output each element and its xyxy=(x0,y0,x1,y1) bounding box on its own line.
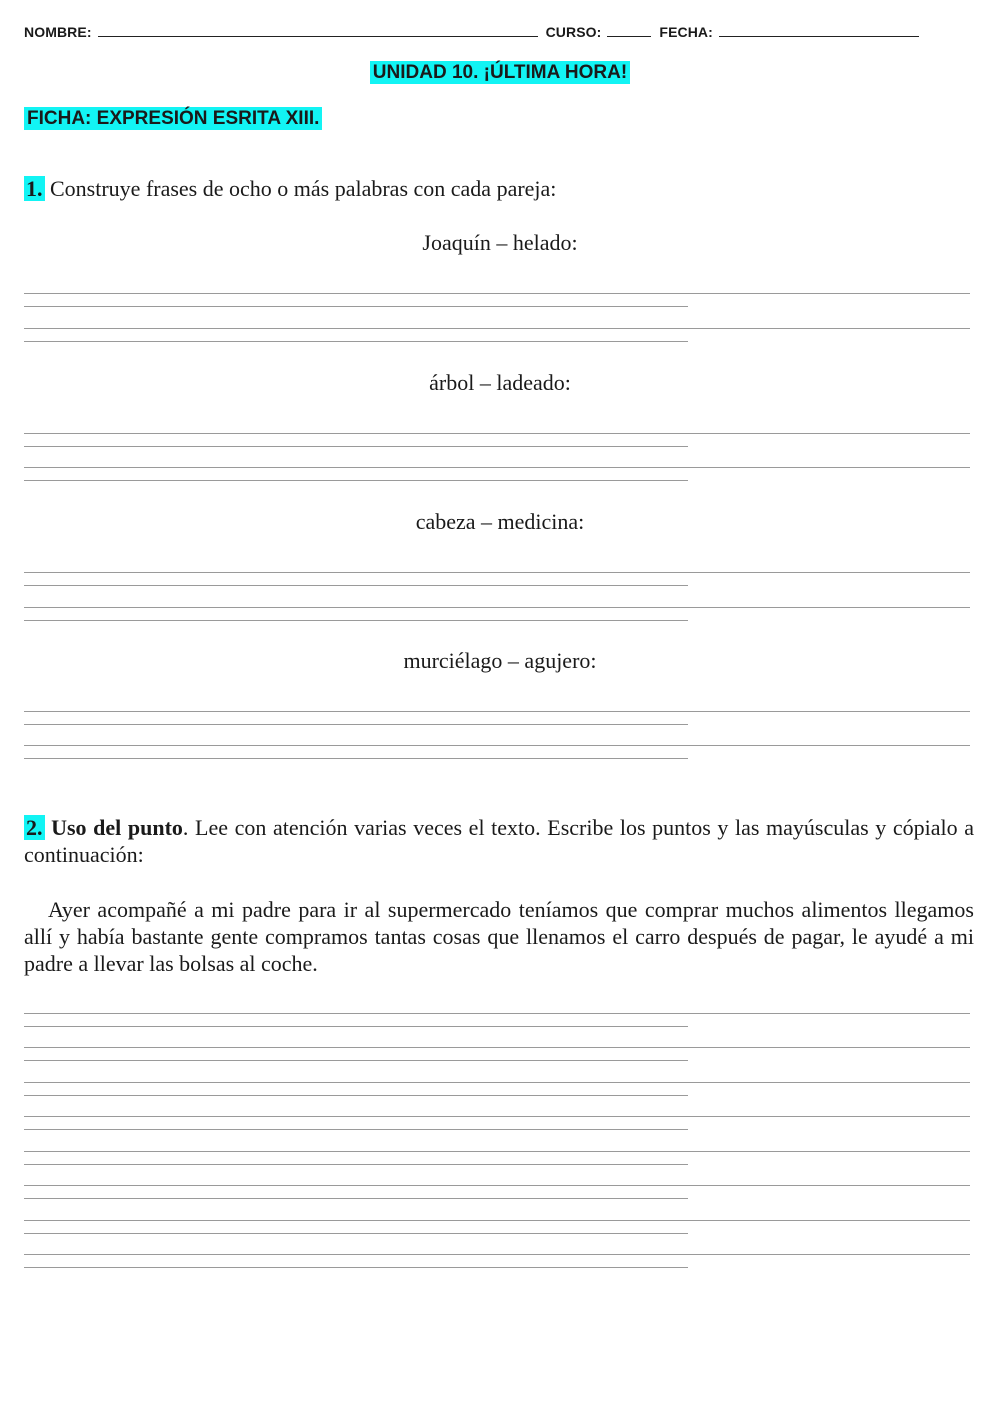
course-field[interactable] xyxy=(607,24,651,37)
writing-line[interactable] xyxy=(24,1254,970,1255)
question-2-number: 2. xyxy=(26,815,43,840)
question-1 xyxy=(24,176,556,202)
word-pair-3: cabeza – medicina: xyxy=(415,509,585,534)
writing-line[interactable] xyxy=(24,1047,970,1048)
writing-line[interactable] xyxy=(24,1116,970,1117)
word-pair-2: árbol – ladeado: xyxy=(429,370,571,395)
date-label: FECHA: xyxy=(659,24,713,40)
writing-line[interactable] xyxy=(24,1164,688,1165)
writing-line[interactable] xyxy=(24,1198,688,1199)
writing-line[interactable] xyxy=(24,341,688,342)
question-1-instruction: Construye frases de ocho o más palabras con cada pareja: xyxy=(44,176,557,201)
writing-line[interactable] xyxy=(24,1095,688,1096)
writing-line[interactable] xyxy=(24,1233,688,1234)
course-label: CURSO: xyxy=(545,24,602,40)
writing-line[interactable] xyxy=(24,328,970,329)
writing-line[interactable] xyxy=(24,433,970,434)
writing-line[interactable] xyxy=(24,572,970,573)
word-pair-1: Joaquín – helado: xyxy=(422,230,578,255)
question-1-number: 1. xyxy=(26,176,43,201)
writing-line[interactable] xyxy=(24,446,688,447)
writing-line[interactable] xyxy=(24,293,970,294)
writing-line[interactable] xyxy=(24,1026,688,1027)
writing-line[interactable] xyxy=(24,1267,688,1268)
question-2-topic: Uso del punto xyxy=(44,815,183,840)
writing-line[interactable] xyxy=(24,724,688,725)
writing-line[interactable] xyxy=(24,306,688,307)
date-field[interactable] xyxy=(719,24,919,37)
writing-line[interactable] xyxy=(24,467,970,468)
writing-line[interactable] xyxy=(24,1220,970,1221)
student-info-header xyxy=(24,24,944,40)
writing-line[interactable] xyxy=(24,480,688,481)
name-label: NOMBRE: xyxy=(24,24,92,40)
unit-title-wrap xyxy=(0,62,1000,84)
passage-text: Ayer acompañé a mi padre para ir al supermercado teníamos que comprar muchos alimentos llegamos allí y había bastante gente compramos tantas cosas que llenamos el carro después de pagar, le ayudé a mi padre a llevar las bolsas al coche. xyxy=(24,897,974,976)
unit-title: UNIDAD 10. ¡ÚLTIMA HORA! xyxy=(370,61,630,84)
writing-line[interactable] xyxy=(24,620,688,621)
writing-line[interactable] xyxy=(24,745,970,746)
name-field[interactable] xyxy=(98,24,538,37)
writing-line[interactable] xyxy=(24,585,688,586)
question-2-instruction: . Lee con atención varias veces el texto. Escribe los puntos y las mayúsculas y cópialo a continuación: xyxy=(24,815,975,867)
writing-line[interactable] xyxy=(24,1151,970,1152)
writing-line[interactable] xyxy=(24,1013,970,1014)
sheet-title: FICHA: EXPRESIÓN ESRITA XIII. xyxy=(24,107,322,130)
writing-line[interactable] xyxy=(24,1185,970,1186)
writing-line[interactable] xyxy=(24,1129,688,1130)
word-pair-4: murciélago – agujero: xyxy=(403,648,597,673)
writing-line[interactable] xyxy=(24,1060,688,1061)
writing-line[interactable] xyxy=(24,711,970,712)
sheet-title-wrap xyxy=(24,108,322,130)
writing-line[interactable] xyxy=(24,607,970,608)
question-2 xyxy=(24,814,974,868)
writing-line[interactable] xyxy=(24,758,688,759)
writing-line[interactable] xyxy=(24,1082,970,1083)
